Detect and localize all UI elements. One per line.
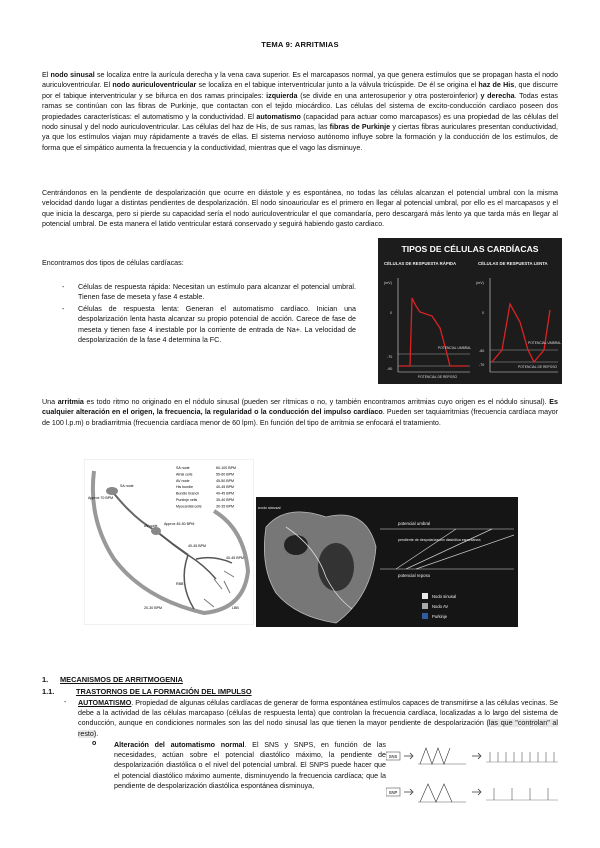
arrow-icon [404,753,413,759]
chamber-shape [318,543,354,591]
lbb-label: LBB [232,606,239,610]
text: (se divide en una anterosuperior y otra posteroinferior) [297,91,481,100]
sns-label: SNS [388,754,398,759]
threshold-label: POTENCIAL UMBRAL [438,346,472,350]
paragraph-depolarization: Centrándonos en la pendiente de despolarización que ocurre en diástole y es espontánea, no todas las células alcanzan el potencial umbral con la misma velocidad dando lugar a distintas pendientes de despolarización. El nodo sinoauricular es el primero en llegar al potencial umbral, por ello es el marcapasos y el que inicia la descarga, pero si pierde su capacidad sería el nodo auriculoventricular el que comandaría, pero descargará más lento ya que tarda más en llegar al potencial umbral. De esta manera el latido ventricular estará conservado y seguirá habiendo gasto cardiaco. [42,189,558,229]
bold-text: fibras de Purkinje [329,123,391,132]
myocardial-bpm-label: 20-30 BPM [144,606,162,610]
text: se localiza entre la aurícula derecha y la vena cava superior. Es el marcapasos normal, ya que genera estímulos que se propagan hasta el nodo auriculoventricular. El [42,71,558,90]
rate-legend-name: Bundle branch [176,491,200,496]
rate-legend-bpm: 35-40 BPM [216,498,234,502]
rate-legend-bpm: 30-35 BPM [216,504,234,509]
page-title: TEMA 9: ARRITMIAS [261,40,339,49]
bold-text: Es cualquier alteración en el origen, la frecuencia, la regularidad o la conducción del impulso cardíaco [42,398,558,417]
legend-swatch-purkinje [422,613,428,619]
subsection-number: 1.1. [42,687,55,696]
text: El [42,71,51,79]
unit-label: (mV) [384,281,392,285]
rest-label: potencial reposo [398,573,431,578]
rate-legend-bpm: 45-50 BPM [216,478,234,483]
potentials-heart-figure [256,497,518,627]
cell-types-list [62,282,356,346]
sa-node-shape [106,487,118,495]
av-node-label: AV node [144,524,158,528]
paragraph-altered-automatism [114,740,386,791]
tick-label: 0 [390,311,392,315]
paragraph-cell-types: Encontramos dos tipos de células cardíacas: [42,259,184,267]
rate-legend-name: His bundle [176,485,193,490]
approx-sa-label: Approx 70 BPM [88,496,114,500]
his-bpm-label: 40-45 BPM [188,544,206,548]
snp-label: SNP [388,790,398,795]
cell-types-figure [378,238,562,384]
arrow-icon [404,789,413,795]
approx-av-label: Approx 45-50 BPM [164,522,195,526]
text: . Todas estas ramas se continúan con las fibras de Purkinje, que contactan con el tejido miocárdico. Las células del sistema de excito-conducción cardiaco poseen dos propiedades características: el automatismo y la conductividad. El [42,91,559,121]
tick-label: -70 [479,363,485,367]
rate-legend-name: SA node [176,466,190,470]
paragraph-automatism [78,698,558,739]
sns-snp-diagram [386,742,560,812]
legend-label: Nodo sinusal [432,594,457,599]
chamber-shape [284,535,308,555]
wave-graph [420,748,450,764]
conduction-system-figure [84,459,254,625]
rate-legend-bpm: 60-100 BPM [216,466,236,470]
text: , que discurre por el tabique interventricular y se bifurca en dos ramas principales: [42,81,559,100]
slow-cells-label: CÉLULAS DE RESPUESTA LENTA [478,261,548,266]
text: Una [42,398,58,406]
circle-bullet: o [92,740,97,747]
rate-legend-bpm: 40-45 BPM [216,485,234,490]
dash-bullet: - [64,699,67,706]
fast-cells-label: CÉLULAS DE RESPUESTA RÁPIDA [384,261,457,266]
list-item: - Células de respuesta lenta: Generan el automatismo cardíaco. Inician una despolarización lenta hasta alcanzar su propio potencial de acción. Carece de fase de meseta y tienen fase 4 inestable por la corriente de entrada de Na+. La velocidad de despolarización de la fase 4 determina la FC. [62,304,356,346]
threshold-label: POTENCIAL UMBRAL [528,341,562,345]
bold-text: AUTOMATISMO [78,699,132,707]
text: . Propiedad de algunas células cardíacas de generar de forma espontánea estímulos capaces de transmitirse a las células vecinas. Se debe a la actividad de las células marcapaso (células de respuesta lenta) que controlan la frecuencia cardíaca, localizadas a lo largo del sistema de conducción, aunque en condiciones normales son las del nodo sinusal las que tienen la mayor pendiente de despolarización [78,699,558,728]
rate-legend-name: Atrial cells [176,472,193,477]
bold-text: y derecha [480,91,515,100]
sa-node-label: SA node [120,484,134,488]
bold-text: Alteración del automatismo normal [114,741,245,749]
bold-text: haz de His [478,81,515,90]
threshold-label: potencial umbral [398,521,431,526]
ecg-spikes [494,788,548,800]
wave-graph [420,784,452,802]
section-number: 1. [42,675,49,684]
paragraph-arrhythmia [42,397,558,428]
bold-text: nodo sinusal [50,71,95,79]
text: es todo ritmo no originado en el nódulo sinusal (pueden ser rítmicas o no, y también encontramos arritmias cuyo origen es el nódulo sinusal). [83,398,550,406]
subsection-heading: TRASTORNOS DE LA FORMACIÓN DEL IMPULSO [76,687,252,696]
purkinje-bpm-label: 40-45 BPM [226,556,244,560]
rate-legend-name: AV node [176,478,190,483]
tick-label: -70 [387,355,393,359]
bold-text: izquierda [266,91,298,100]
ecg-spikes [490,752,554,762]
text: . El SNS y SNPS, en función de las necesidades, actúan sobre el potencial diastólico máximo, la pendiente de despolarización diastólica o el nivel del potencial umbral. El SNPS puede hacer que el potencial diastólico máximo aumente, disminuyendo la frecuencia cardíaca; que la pendiente de despolarización diastólica espontánea disminuya, [114,741,386,790]
bold-text: automatismo [256,112,301,121]
legend-label: Purkinje [432,614,448,619]
bold-text: arritmia [57,398,84,406]
slope-label: pendiente de despolarización diastólica espontánea [398,538,481,542]
text: se localiza en el tabique interventricular junto a la válvula tricúspide. De él se origina el [196,81,479,90]
unit-label: (mV) [476,281,484,285]
section-heading: MECANISMOS DE ARRITMOGENIA [60,675,183,684]
rest-label: POTENCIAL DE REPOSO [418,375,458,379]
tick-label: -90 [387,367,393,371]
legend-swatch-sinus [422,593,428,599]
text: . [96,729,99,738]
av-node-shape [151,527,161,535]
list-item: - Células de respuesta rápida: Necesitan un estímulo para alcanzar el potencial umbral. Tienen fase de meseta y fase 4 estable. [62,282,356,303]
paragraph-intro [42,70,558,153]
text: . Pueden ser taquiarritmias (frecuencia cardíaca mayor de 100 l.p.m) o bradiarritmia (frecuencia cardíaca menor de 60 lpm). En función del tipo de arritmia se enfocará el tratamiento. [42,408,558,427]
legend-swatch-av [422,603,428,609]
rate-legend-bpm: 40-45 BPM [216,491,234,496]
highlighted-text: (las que "controlan" al resto) [78,719,558,738]
bold-text: nodo auriculoventricular [112,81,197,90]
rbb-label: RBB [176,582,184,586]
sinus-node-label: nodo sinusal [258,505,281,510]
text: (capacidad para actuar como marcapasos) es una propiedad de las células del nodo sinusal y del nodo auriculoventricular. Las células del haz de His, de sus ramas, las [42,112,558,132]
legend-label: Nodo AV [432,604,449,609]
text: y ciertas fibras auriculares presentan conductividad, ya que los estímulos viajan muy rápidamente a través de ellas. El sistema nervioso autónomo influye sobre la formación y la conducción de los estímulos, de forma que el simpático aumenta la frecuencia y la conductividad, mientras que el vago las disminuye. [42,123,558,152]
rate-legend-bpm: 55-60 BPM [216,472,234,477]
tick-label: -60 [479,349,485,353]
arrow-icon [472,789,481,795]
rest-label: POTENCIAL DE REPOSO [518,365,558,369]
tick-label: 0 [482,311,484,315]
arrow-icon [472,753,481,759]
figure-title: TIPOS DE CÉLULAS CARDÍACAS [401,244,539,254]
rate-legend-name: Purkinje cells [176,498,198,502]
rate-legend-name: Myocardial cells [176,504,202,509]
